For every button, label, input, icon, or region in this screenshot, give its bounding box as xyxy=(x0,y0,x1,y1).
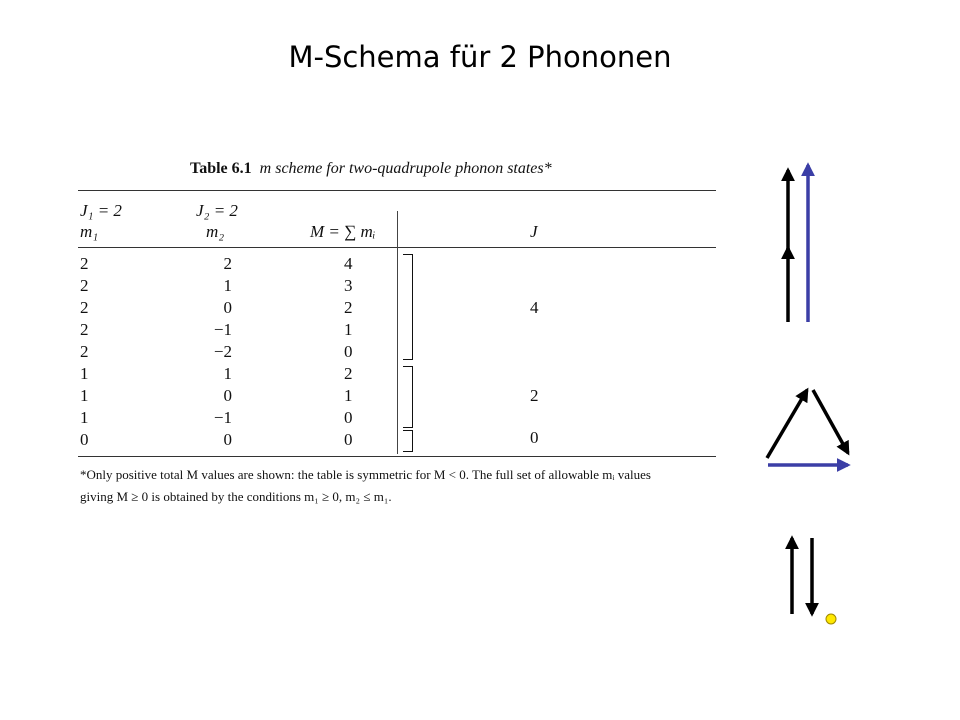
group-bracket-j4 xyxy=(403,254,413,360)
footnote-line-2: giving M ≥ 0 is obtained by the conditions m₁ ≥ 0, m₂ ≤ m₁. xyxy=(80,489,392,504)
slide-title: M-Schema für 2 Phononen xyxy=(288,40,672,74)
antiparallel-coupling xyxy=(792,538,836,624)
table-caption xyxy=(190,160,552,178)
cell-m2: −1 xyxy=(213,408,232,427)
cell-M: 0 xyxy=(344,342,353,361)
cell-M: 0 xyxy=(344,408,353,427)
header-m2: m₂ xyxy=(206,222,225,241)
triangle-coupling xyxy=(767,390,848,465)
cell-m1: 0 xyxy=(80,430,89,449)
header-j2: J₂ = 2 xyxy=(196,201,238,220)
j-value-4: 4 xyxy=(530,298,539,317)
table-caption-text: m scheme for two-quadrupole phonon states* xyxy=(259,160,552,177)
cell-M: 0 xyxy=(344,430,353,449)
cell-m1: 1 xyxy=(80,386,89,405)
cell-M: 3 xyxy=(344,276,353,295)
parallel-coupling xyxy=(788,165,808,322)
cell-m1: 2 xyxy=(80,298,89,317)
header-J: J xyxy=(530,222,538,241)
phonon-arrow-3 xyxy=(767,390,807,458)
cell-m2: 0 xyxy=(223,430,232,449)
cell-M: 1 xyxy=(344,320,353,339)
cell-m1: 2 xyxy=(80,276,89,295)
column-separator xyxy=(397,211,398,454)
cell-M: 2 xyxy=(344,364,353,383)
scheme-table xyxy=(78,158,718,518)
cell-m2: −1 xyxy=(213,320,232,339)
header-j1: J₁ = 2 xyxy=(80,201,122,220)
group-bracket-j2 xyxy=(403,366,413,428)
cell-m2: 1 xyxy=(223,276,232,295)
cell-M: 2 xyxy=(344,298,353,317)
cell-m2: 1 xyxy=(223,364,232,383)
j-value-0: 0 xyxy=(530,428,539,447)
cell-m2: 2 xyxy=(223,254,232,273)
header-m1: m₁ xyxy=(80,222,99,241)
cell-m2: 0 xyxy=(223,386,232,405)
cell-m1: 1 xyxy=(80,364,89,383)
table-footnote xyxy=(80,464,720,508)
cell-M: 4 xyxy=(344,254,353,273)
zero-dot xyxy=(826,614,836,624)
footnote-line-1: *Only positive total M values are shown: the table is symmetric for M < 0. The full set of allowable mᵢ values xyxy=(80,467,651,482)
table-caption-label: Table 6.1 xyxy=(190,160,252,177)
coupling-diagrams xyxy=(740,150,880,640)
group-bracket-j0 xyxy=(403,430,413,452)
cell-m2: 0 xyxy=(223,298,232,317)
cell-m2: −2 xyxy=(213,342,232,361)
top-rule xyxy=(78,190,716,191)
cell-m1: 2 xyxy=(80,342,89,361)
cell-m1: 2 xyxy=(80,320,89,339)
cell-M: 1 xyxy=(344,386,353,405)
j-value-2: 2 xyxy=(530,386,539,405)
header-M: M = ∑ mᵢ xyxy=(310,222,376,241)
cell-m1: 2 xyxy=(80,254,89,273)
phonon-arrow-4 xyxy=(813,390,848,453)
cell-m1: 1 xyxy=(80,408,89,427)
bottom-rule xyxy=(78,456,716,457)
